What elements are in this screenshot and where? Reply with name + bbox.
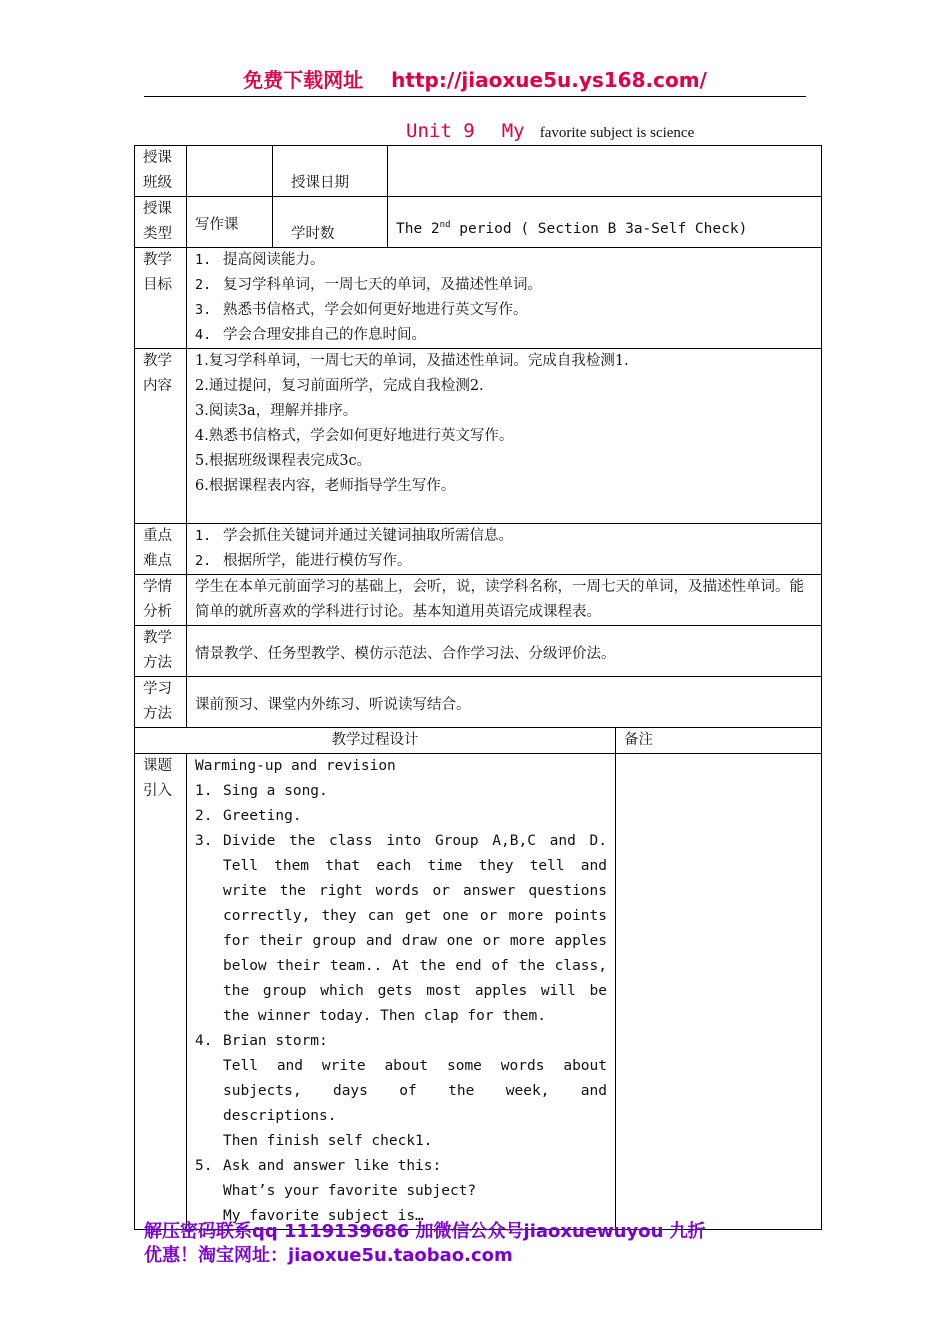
learn-label: 学习 方法 [135,677,187,728]
analysis-label: 学情 分析 [135,575,187,626]
process-step: 5. Ask and answer like this: What’s your favorite subject? My favorite subject is… [195,1154,607,1229]
row-analysis [135,575,822,626]
row-class [135,146,822,197]
process-content [187,754,616,1230]
title-unit: Unit 9 [406,120,475,142]
method-text: 情景教学、任务型教学、模仿示范法、合作学习法、分级评价法。 [187,626,822,677]
key-content [187,524,822,575]
period-value: The 2nd period ( Section B 3a-Self Check) [388,197,822,248]
type-label: 授课 类型 [135,197,187,248]
hours-label: 学时数 [273,197,388,248]
content-label: 教学 内容 [135,349,187,524]
date-label: 授课日期 [273,146,388,197]
class-value [187,146,273,197]
row-key-points [135,524,822,575]
goal-item: 1. 提高阅读能力。 [195,252,325,268]
content-item: 1.复习学科单词，一周七天的单词，及描述性单词。完成自我检测1. [195,353,629,369]
goals-label: 教学 目标 [135,248,187,349]
page-footer [144,1220,804,1268]
key-label: 重点 难点 [135,524,187,575]
page-header [144,64,806,97]
key-item: 1. 学会抓住关键词并通过关键词抽取所需信息。 [195,528,513,544]
header-url-link[interactable]: http://jiaoxue5u.ys168.com/ [391,68,707,92]
footer-line-2: 优惠！淘宝网址：jiaoxue5u.taobao.com [144,1245,513,1266]
learn-text: 课前预习、课堂内外练习、听说读写结合。 [187,677,822,728]
row-learning-method [135,677,822,728]
process-label: 课题 引入 [135,754,187,1230]
process-header: 教学过程设计 [135,728,616,754]
goal-item: 3. 熟悉书信格式，学会如何更好地进行英文写作。 [195,302,528,318]
row-type [135,197,822,248]
analysis-text: 学生在本单元前面学习的基础上，会听，说，读学科名称，一周七天的单词，及描述性单词。能简单的就所喜欢的学科进行讨论。基本知道用英语完成课程表。 [187,575,822,626]
content-item: 2.通过提问，复习前面所学，完成自我检测2. [195,378,484,394]
row-content [135,349,822,524]
process-step: 3. Divide the class into Group A,B,C and D. Tell them that each time they tell and write the right words or answer questions correctly, they can get one or more points for their group and draw one or more apples below their team.. At the end of the class, the group which gets most apples will be the winner today. Then clap for them. [195,833,607,1024]
title-my: My [501,120,525,142]
row-goals [135,248,822,349]
row-process [135,754,822,1230]
process-step: 1. Sing a song. [195,783,328,799]
row-process-header [135,728,822,754]
process-substep: Tell and write about some words about subjects, days of the week, and descriptions. [223,1058,607,1124]
content-item: 3.阅读3a，理解并排序。 [195,403,358,419]
title-rest: favorite subject is science [539,125,695,141]
content-list [187,349,822,524]
content-item: 6.根据课程表内容，老师指导学生写作。 [195,478,456,494]
process-intro: Warming-up and revision [195,758,396,774]
notes-header: 备注 [616,728,822,754]
class-label: 授课 班级 [135,146,187,197]
goal-item: 4. 学会合理安排自己的作息时间。 [195,327,426,343]
key-item: 2. 根据所学，能进行模仿写作。 [195,553,412,569]
process-substep: What’s your favorite subject? [223,1183,477,1199]
process-substep: My favorite subject is… [223,1208,424,1224]
footer-line-1: 解压密码联系qq 1119139686 加微信公众号jiaoxuewuyou 九折 [144,1221,706,1242]
goal-item: 2. 复习学科单词，一周七天的单词，及描述性单词。 [195,277,542,293]
process-step: 2. Greeting. [195,808,302,824]
notes-cell [616,754,822,1230]
row-teaching-method [135,626,822,677]
lesson-plan-table [134,145,822,1230]
date-value [388,146,822,197]
process-step: 4. Brian storm: Tell and write about some words about subjects, days of the week, and descriptions. Then finish self check1. [195,1029,607,1154]
content-item: 5.根据班级课程表完成3c。 [195,453,372,469]
content-item: 4.熟悉书信格式，学会如何更好地进行英文写作。 [195,428,514,444]
goals-content [187,248,822,349]
lesson-title [406,120,694,146]
header-download-text: 免费下载网址 [243,68,364,92]
method-label: 教学 方法 [135,626,187,677]
process-substep: Then finish self check1. [223,1133,433,1149]
type-value: 写作课 [187,197,273,248]
